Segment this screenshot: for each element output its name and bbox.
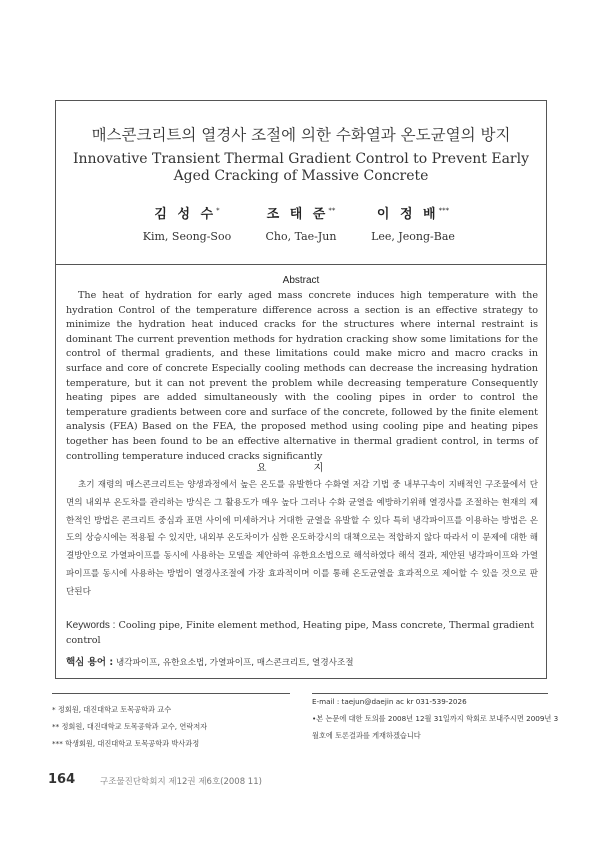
footnotes-right — [312, 693, 562, 744]
footnote-3: *** 학생회원, 대진대학교 토목공학과 박사과정 — [52, 739, 200, 748]
keywords-korean — [66, 654, 538, 668]
author-2-kr: 조 태 준 — [266, 207, 329, 222]
discussion-note: •본 논문에 대한 토의를 2008년 12월 31일까지 학회로 보내주시면 2009년 3월호에 토론결과를 게재하겠습니다 — [312, 714, 559, 740]
footnote-divider-left — [52, 693, 290, 694]
abstract-text: The heat of hydration for early aged mass concrete induces high temperature with the hydration Control of the temperature difference across a section is an effective strategy to minimize the hydration heat induced cracks for the structures where internal restraint is dominant The current prevention methods for hydration cracking show some limitations for the control of thermal gradients, and these limitations could make micro and macro cracks in surface and core of concrete Especially cooling methods can decrease the increasing hydration temperature, but it can not prevent the problem while decreasing temperature Consequently heating pipes are added simultaneously with the cooling pipes in order to control the temperature gradients between core and surface of the concrete, followed by the finite element analysis (FEA) Based on the FEA, the proposed method using cooling pipe and heating pipes together has been found to be an effective alternative in thermal gradient control, in terms of controlling temperature induced cracks significantly — [66, 290, 538, 462]
journal-citation: 구조물진단학회지 제12권 제6호(2008 11) — [100, 777, 262, 787]
keywords-korean-label: 핵심 용어 : — [66, 657, 114, 668]
contact-email: E-mail : taejun@daejin ac kr 031-539-2026 — [312, 697, 467, 706]
keywords-text: Cooling pipe, Finite element method, Heating pipe, Mass concrete, Thermal gradient control — [66, 620, 535, 646]
author-list — [56, 203, 546, 247]
title-english — [56, 151, 546, 185]
author-3-mark: *** — [438, 206, 450, 215]
title-english-line2: Aged Cracking of Massive Concrete — [173, 168, 429, 184]
abstract-heading: Abstract — [282, 275, 320, 286]
footnotes-left — [52, 701, 302, 752]
page-number: 164 — [48, 772, 76, 787]
author-3-en: Lee, Jeong-Bae — [371, 230, 455, 243]
title-box — [55, 100, 547, 265]
author-3 — [338, 203, 488, 243]
author-1-kr: 김 성 수 — [154, 207, 217, 222]
keywords-korean-text: 냉각파이프, 유한요소법, 가열파이프, 매스콘크리트, 열경사조절 — [115, 658, 354, 668]
abstract-box — [55, 265, 547, 679]
author-3-kr: 이 정 배 — [376, 207, 439, 222]
author-1-mark: * — [216, 206, 220, 215]
yoji-heading: 요 지 — [256, 463, 346, 474]
author-2-en: Cho, Tae-Jun — [265, 230, 337, 243]
yoji-text: 초기 재령의 매스콘크리트는 양생과정에서 높은 온도를 유발한다 수화열 저감 기법 중 내부구속이 지배적인 구조물에서 단면의 내외부 온도차를 관리하는 방식은 그 활용도가 매우 높다 그러나 수화 균열을 예방하기위해 열경사를 조절하는 현재의 제한적인 방법은 콘크리트 중심과 표면 사이에 미세하거나 거대한 균열을 유발할 수 있다 특히 냉각파이프를 이용하는 방법은 온도의 상승시에는 적용될 수 있지만, 내외부 온도차이가 심한 온도하강시의 대책으로는 적합하지 않다 따라서 이 문제에 대한 해결방안으로 가열파이프를 동시에 사용하는 모델을 제안하여 유한요소법으로 해석하였다 해석 결과, 제안된 냉각파이프와 가열파이프를 동시에 사용하는 방법이 열경사조절에 가장 효과적이며 이를 통해 온도균열을 효과적으로 제어할 수 있을 것으로 판단된다 — [66, 480, 538, 597]
author-2-mark: ** — [328, 206, 336, 215]
footnote-1: * 정회원, 대진대학교 토목공학과 교수 — [52, 705, 172, 714]
title-korean: 매스콘크리트의 열경사 조절에 의한 수화열과 온도균열의 방지 — [91, 126, 511, 144]
title-english-line1: Innovative Transient Thermal Gradient Control to Prevent Early — [72, 151, 530, 167]
keywords-label: Keywords : — [66, 620, 116, 631]
author-1-en: Kim, Seong-Soo — [142, 230, 232, 243]
footnote-2: ** 정회원, 대진대학교 토목공학과 교수, 연락저자 — [52, 722, 208, 731]
keywords — [66, 618, 538, 648]
